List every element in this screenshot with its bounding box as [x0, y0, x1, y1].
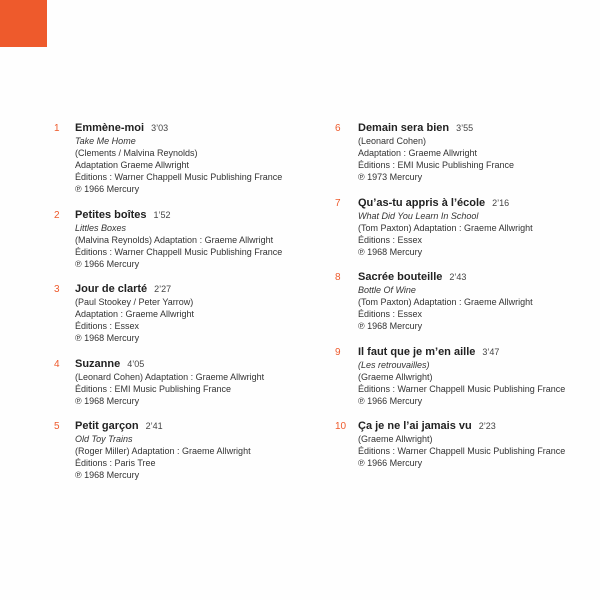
credit-line: (Tom Paxton) Adaptation : Graeme Allwright	[358, 222, 533, 233]
track-entry	[337, 271, 592, 332]
original-title: Bottle Of Wine	[358, 285, 416, 295]
track-duration: 2’41	[145, 421, 163, 431]
track-title-line	[358, 271, 592, 284]
original-title: Take Me Home	[75, 136, 136, 146]
track-number: 5	[54, 421, 60, 432]
tracklist-column-left	[54, 122, 304, 495]
original-title: Old Toy Trains	[75, 434, 133, 444]
track-title: Jour de clarté	[75, 283, 148, 295]
track-title-line	[75, 420, 304, 433]
track-number: 6	[335, 123, 341, 134]
track-title-line	[358, 122, 592, 135]
credit-line: (Tom Paxton) Adaptation : Graeme Allwright	[358, 297, 533, 307]
track-number: 4	[54, 358, 60, 370]
track-duration: 2’23	[478, 421, 496, 431]
track-number: 2	[54, 209, 60, 221]
track-duration: 2’43	[449, 272, 467, 282]
tracklist-column-right	[337, 122, 592, 483]
credit-line: (Roger Miller) Adaptation : Graeme Allwright	[75, 446, 251, 456]
track-title-line	[358, 346, 592, 359]
track-title-line	[75, 209, 304, 222]
track-entry	[54, 420, 304, 481]
track-duration: 4’05	[127, 358, 145, 369]
track-number: 10	[335, 421, 347, 432]
credit-line: (Graeme Allwright)	[358, 371, 433, 382]
track-number: 8	[335, 272, 341, 283]
track-number: 1	[54, 123, 60, 134]
track-title: Emmène-moi	[75, 122, 145, 134]
credit-line: ℗ 1968 Mercury	[75, 395, 140, 406]
track-number: 9	[335, 346, 341, 358]
credit-line: Éditions : Warner Chappell Music Publishing France	[75, 172, 283, 182]
credit-line: ℗ 1968 Mercury	[358, 246, 423, 257]
credit-line: ℗ 1966 Mercury	[358, 458, 423, 468]
credit-line: Adaptation : Graeme Allwright	[75, 309, 195, 319]
credit-line: Éditions : Essex	[358, 234, 423, 245]
credit-line: Éditions : Essex	[75, 321, 140, 331]
track-title: Ça je ne l’ai jamais vu	[358, 420, 472, 432]
credit-line: Éditions : EMI Music Publishing France	[358, 160, 515, 170]
credit-line: ℗ 1968 Mercury	[75, 333, 140, 343]
credit-line: ℗ 1966 Mercury	[75, 184, 140, 194]
track-duration: 1’52	[153, 209, 171, 220]
track-title-line	[358, 420, 592, 433]
track-title: Suzanne	[75, 357, 121, 370]
track-entry	[337, 420, 592, 469]
track-title-line	[75, 283, 304, 296]
track-duration: 3’03	[151, 123, 169, 133]
track-duration: 2’16	[492, 197, 510, 208]
credit-line: Éditions : Paris Tree	[75, 458, 156, 468]
credit-line: Éditions : Essex	[358, 309, 423, 319]
original-title: (Les retrouvailles)	[358, 359, 430, 370]
track-number: 7	[335, 197, 341, 209]
track-title: Il faut que je m’en aille	[358, 345, 476, 358]
track-entry	[54, 283, 304, 344]
track-duration: 3’55	[456, 123, 474, 133]
credit-line: ℗ 1968 Mercury	[75, 470, 140, 480]
track-title: Petites boîtes	[75, 208, 147, 221]
credit-line: ℗ 1966 Mercury	[75, 258, 140, 269]
track-number: 3	[54, 284, 60, 295]
credit-line: (Leonard Cohen) Adaptation : Graeme Allwright	[75, 371, 265, 382]
credit-line: (Paul Stookey / Peter Yarrow)	[75, 297, 194, 307]
credit-line: (Graeme Allwright)	[358, 434, 433, 444]
credit-line: ℗ 1973 Mercury	[358, 172, 423, 182]
track-entry	[337, 197, 592, 258]
track-entry	[337, 346, 592, 407]
track-title: Demain sera bien	[358, 122, 450, 134]
orange-corner-block	[0, 0, 47, 47]
original-title: Littles Boxes	[75, 222, 127, 233]
credit-line: ℗ 1968 Mercury	[358, 321, 423, 331]
credit-line: ℗ 1966 Mercury	[358, 395, 423, 406]
credit-line: Éditions : Warner Chappell Music Publishing France	[358, 446, 566, 456]
credit-line: (Clements / Malvina Reynolds)	[75, 148, 198, 158]
track-entry	[54, 122, 304, 195]
track-duration: 3’47	[482, 346, 500, 357]
credit-line: (Leonard Cohen)	[358, 136, 427, 146]
track-title: Petit garçon	[75, 420, 139, 432]
track-entry	[54, 358, 304, 407]
credit-line: Éditions : EMI Music Publishing France	[75, 383, 232, 394]
credit-line: Éditions : Warner Chappell Music Publishing France	[75, 246, 283, 257]
credit-line: Éditions : Warner Chappell Music Publishing France	[358, 383, 566, 394]
track-title-line	[358, 197, 592, 210]
original-title: What Did You Learn In School	[358, 210, 479, 221]
track-entry	[54, 209, 304, 270]
track-entry	[337, 122, 592, 183]
track-title-line	[75, 122, 304, 135]
credit-line: (Malvina Reynolds) Adaptation : Graeme Allwright	[75, 234, 274, 245]
credit-line: Adaptation Graeme Allwright	[75, 160, 190, 170]
track-title-line	[75, 358, 304, 371]
track-title: Sacrée bouteille	[358, 271, 443, 283]
track-title: Qu’as-tu appris à l’école	[358, 196, 486, 209]
track-duration: 2’27	[154, 284, 172, 294]
credit-line: Adaptation : Graeme Allwright	[358, 148, 478, 158]
